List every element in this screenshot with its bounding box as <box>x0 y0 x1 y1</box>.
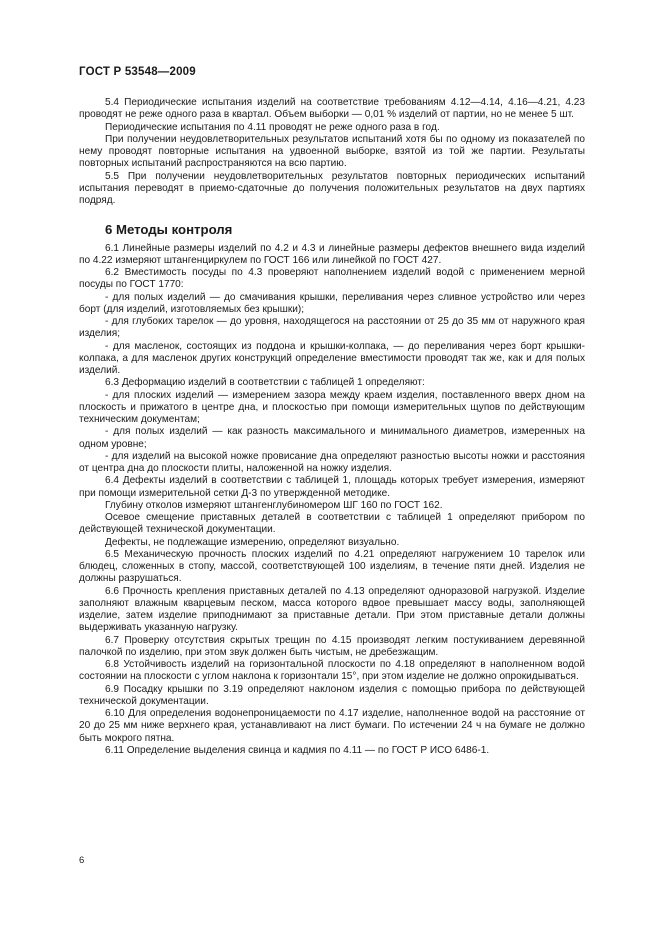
paragraph-6-7: 6.7 Проверку отсутствия скрытых трещин по 4.15 производят легким постукиванием деревянной палочкой по изделию, при этом звук должен быть чистым, не дребезжащим. <box>79 634 585 658</box>
paragraph-5-5: 5.5 При получении неудовлетворительных результатов повторных периодических испытаний испытания переводят в приемо-сдаточные до получения положительных результатов на двух партиях подряд. <box>79 170 585 206</box>
list-item-hollow-diameter: - для полых изделий — как разность максимального и минимального диаметров, измеренных на одном уровне; <box>79 426 585 450</box>
section-heading-methods: 6 Методы контроля <box>105 222 233 238</box>
list-item-butter-dishes: - для масленок, состоящих из поддона и крышки-колпака, — до переливания через борт крышки-колпака, а для масленок других конструкций определение вместимости проводят так же, как и для полых изделий. <box>79 340 585 376</box>
document-body <box>79 97 585 757</box>
page-number: 6 <box>79 855 85 866</box>
list-item-deep-plates: - для глубоких тарелок — до уровня, находящегося на расстоянии от 25 до 35 мм от наружного края изделия; <box>79 316 585 340</box>
paragraph-6-6: 6.6 Прочность крепления приставных деталей по 4.13 определяют одноразовой нагрузкой. Изделие заполняют влажным кварцевым песком, масса которого вдвое превышает массу воды, заполняющей изделие, затем изделие приподнимают за приставные детали. При этом приставные детали должны выдерживать указанную нагрузку. <box>79 585 585 634</box>
paragraph-6-9: 6.9 Посадку крышки по 3.19 определяют наклоном изделия с помощью прибора по действующей технической документации. <box>79 683 585 707</box>
paragraph-6-10: 6.10 Для определения водонепроницаемости по 4.17 изделие, наполненное водой на расстояние от 20 до 25 мм ниже верхнего края, устанавливают на лист бумаги. По истечении 24 ч на бумаге не должно быть мокрого пятна. <box>79 708 585 744</box>
paragraph-6-5: 6.5 Механическую прочность плоских изделий по 4.21 определяют нагружением 10 тарелок или блюдец, сложенных в стопу, массой, соответствующей 100 изделиям, в течение пяти дней. Изделия не должны разрушаться. <box>79 548 585 585</box>
standard-header: ГОСТ Р 53548—2009 <box>79 66 196 78</box>
list-item-flat: - для плоских изделий — измерением зазора между краем изделия, поставленного вверх дном на плоскость и прижатого в центре дна, и плоскостью при помощи измерительных щупов по действующим техническим документам; <box>79 389 585 425</box>
list-item-hollow: - для полых изделий — до смачивания крышки, переливания через сливное устройство или через борт (для изделий, изготовляемых без крышки); <box>79 291 585 315</box>
paragraph-6-2: 6.2 Вместимость посуды по 4.3 проверяют наполнением изделий водой с применением мерной посуды по ГОСТ 1770: <box>79 267 585 291</box>
paragraph-5-4-periodic: Периодические испытания по 4.11 проводят не реже одного раза в год. <box>105 121 440 133</box>
paragraph-5-4-repeat: При получении неудовлетворительных результатов испытаний хотя бы по одному из показателей по нему проводят повторные испытания на удвоенной выборке, взятой из той же партии. Результаты повторных испытаний распространяются на всю партию. <box>79 133 585 170</box>
paragraph-6-8: 6.8 Устойчивость изделий на горизонтальной плоскости по 4.18 определяют в наполненном водой состоянии на плоскости с углом наклона к горизонтали 15°, при этом изделие не должно опрокидываться. <box>79 659 585 683</box>
paragraph-6-11: 6.11 Определение выделения свинца и кадмия по 4.11 — по ГОСТ Р ИСО 6486-1. <box>105 744 490 756</box>
paragraph-6-1: 6.1 Линейные размеры изделий по 4.2 и 4.3 и линейные размеры дефектов внешнего вида изделий по 4.22 измеряют штангенциркулем по ГОСТ 166 или линейкой по ГОСТ 427. <box>79 242 585 266</box>
paragraph-6-4: 6.4 Дефекты изделий в соответствии с таблицей 1, площадь которых требует измерения, измеряют при помощи измерительной сетки Д-3 по утвержденной методике. <box>79 475 585 499</box>
paragraph-6-4-offset: Осевое смещение приставных деталей в соответствии с таблицей 1 определяют прибором по действующей технической документации. <box>79 512 585 536</box>
paragraph-6-3: 6.3 Деформацию изделий в соответствии с таблицей 1 определяют: <box>105 377 425 389</box>
paragraph-6-4-chips: Глубину отколов измеряют штангенглубиномером ШГ 160 по ГОСТ 162. <box>105 499 443 511</box>
list-item-high-stem: - для изделий на высокой ножке провисание дна определяют разностью высоты ножки и расстояния от центра дна до плоскости плиты, наложенной на ножку изделия. <box>79 450 585 474</box>
paragraph-6-4-visual: Дефекты, не подлежащие измерению, определяют визуально. <box>105 536 400 548</box>
paragraph-5-4: 5.4 Периодические испытания изделий на соответствие требованиям 4.12—4.14, 4.16—4.21, 4.23 проводят не реже одного раза в квартал. Объем выборки — 0,01 % изделий от партии, но не менее 5 шт. <box>79 97 585 121</box>
